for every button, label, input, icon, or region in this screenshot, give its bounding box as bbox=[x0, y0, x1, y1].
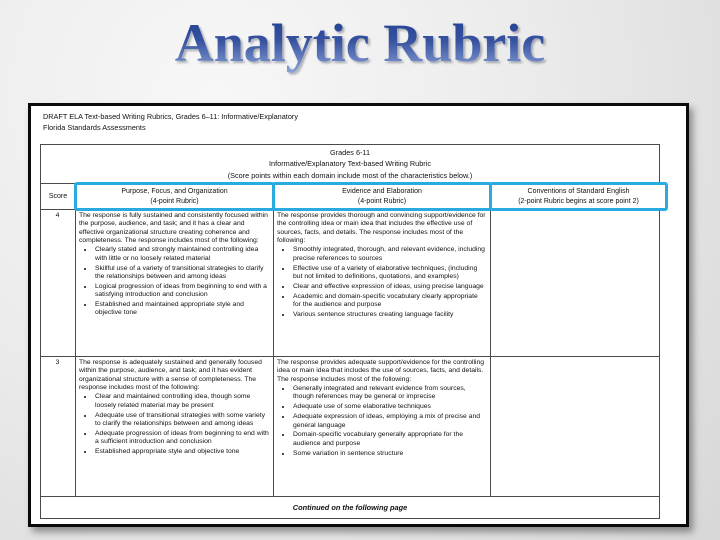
table-row-score-4 bbox=[41, 210, 660, 357]
rubric-bullet: • Clear and effective expression of ideas, using precise language bbox=[292, 283, 486, 291]
evidence-header-line1: Evidence and Elaboration bbox=[342, 187, 422, 195]
evidence-bullet-list bbox=[277, 385, 486, 458]
rubric-bullet: • Clear and maintained controlling idea, though some loosely related material may be present bbox=[94, 393, 269, 410]
rubric-bullet: • Adequate use of transitional strategies with some variety to clarify the relationships between and among ideas bbox=[94, 412, 269, 429]
conventions-highlight-box bbox=[489, 182, 668, 212]
score-value: 3 bbox=[41, 357, 76, 497]
rubric-bullet: • Established and maintained appropriate style and objective tone bbox=[94, 301, 269, 318]
rubric-bullet: • Various sentence structures creating language facility bbox=[292, 311, 486, 319]
table-footer-row bbox=[41, 497, 660, 519]
evidence-intro: The response provides thorough and convincing support/evidence for the controlling idea or main idea that includes the effective use of sources, facts, and details. The response includes most of the following: bbox=[277, 212, 486, 245]
table-row-score-3 bbox=[41, 357, 660, 497]
rubric-table bbox=[40, 144, 660, 519]
rubric-bullet: • Logical progression of ideas from beginning to end with a satisfying introduction and conclusion bbox=[94, 283, 269, 300]
rubric-bullet: • Academic and domain-specific vocabulary clearly appropriate for the audience and purpose bbox=[292, 293, 486, 310]
purpose-header-line1: Purpose, Focus, and Organization bbox=[121, 187, 228, 195]
rubric-bullet: • Generally integrated and relevant evidence from sources, though references may be general or imprecise bbox=[292, 385, 486, 402]
column-header-conventions bbox=[491, 184, 660, 210]
table-title-line3: (Score points within each domain include most of the characteristics below.) bbox=[227, 170, 473, 180]
purpose-highlight-box bbox=[74, 182, 275, 212]
evidence-cell-score-3 bbox=[274, 357, 491, 497]
rubric-bullet: • Adequate use of some elaborative techniques bbox=[292, 403, 486, 411]
rubric-bullet: • Clearly stated and strongly maintained controlling idea with little or no loosely related material bbox=[94, 246, 269, 263]
table-title-line2: Informative/Explanatory Text-based Writing Rubric bbox=[269, 159, 431, 169]
document-header-line2: Florida Standards Assessments bbox=[43, 122, 146, 132]
column-header-evidence bbox=[274, 184, 491, 210]
table-title-row bbox=[41, 145, 660, 184]
rubric-bullet: • Established appropriate style and objective tone bbox=[94, 448, 269, 456]
table-title-cell bbox=[41, 145, 660, 184]
evidence-header-line2: (4-point Rubric) bbox=[357, 197, 407, 205]
rubric-bullet: • Effective use of a variety of elaborative techniques, (including but not limited to definitions, quotations, and examples) bbox=[292, 265, 486, 282]
conventions-header-line2: (2-point Rubric begins at score point 2) bbox=[518, 197, 639, 205]
slide-title: Analytic Rubric bbox=[0, 14, 720, 73]
conventions-cell-score-3 bbox=[491, 357, 660, 497]
document-header-line1: DRAFT ELA Text-based Writing Rubrics, Grades 6–11: Informative/Explanatory bbox=[43, 112, 298, 121]
rubric-bullet: • Smoothly integrated, thorough, and relevant evidence, including precise references to sources bbox=[292, 246, 486, 263]
column-header-row bbox=[41, 184, 660, 210]
column-header-purpose bbox=[76, 184, 274, 210]
purpose-intro: The response is fully sustained and consistently focused within the purpose, audience, and task; and it has a clear and effective organizational structure creating coherence and completeness. The response includes most of the following: bbox=[79, 212, 268, 245]
purpose-header-line2: (4-point Rubric) bbox=[150, 197, 199, 205]
evidence-bullet-list bbox=[277, 246, 486, 319]
evidence-cell-score-4 bbox=[274, 210, 491, 357]
evidence-intro: The response provides adequate support/evidence for the controlling idea or main idea that includes the use of sources, facts, and details. The response includes most of the following: bbox=[277, 359, 485, 383]
purpose-cell-score-4 bbox=[76, 210, 274, 357]
column-header-score: Score bbox=[41, 184, 76, 210]
purpose-intro: The response is adequately sustained and generally focused within the purpose, audience, and task; and it has evident organizational structure with a sense of completeness. The response includes most of the following: bbox=[79, 359, 262, 392]
document-header bbox=[43, 112, 298, 133]
rubric-bullet: • Skillful use of a variety of transitional strategies to clarify the relationships between and among ideas bbox=[94, 265, 269, 282]
table-footer-note: Continued on the following page bbox=[41, 497, 660, 519]
conventions-header-line1: Conventions of Standard English bbox=[527, 187, 630, 195]
score-value: 4 bbox=[41, 210, 76, 357]
conventions-cell-score-4 bbox=[491, 210, 660, 357]
evidence-highlight-box bbox=[272, 182, 492, 212]
rubric-document bbox=[28, 103, 689, 527]
purpose-bullet-list bbox=[79, 393, 269, 456]
purpose-cell-score-3 bbox=[76, 357, 274, 497]
purpose-bullet-list bbox=[79, 246, 269, 317]
table-title-line1: Grades 6-11 bbox=[329, 148, 371, 157]
rubric-bullet: • Some variation in sentence structure bbox=[292, 450, 486, 458]
rubric-bullet: • Domain-specific vocabulary generally appropriate for the audience and purpose bbox=[292, 431, 486, 448]
rubric-bullet: • Adequate expression of ideas, employing a mix of precise and general language bbox=[292, 413, 486, 430]
rubric-bullet: • Adequate progression of ideas from beginning to end with a sufficient introduction and conclusion bbox=[94, 430, 269, 447]
